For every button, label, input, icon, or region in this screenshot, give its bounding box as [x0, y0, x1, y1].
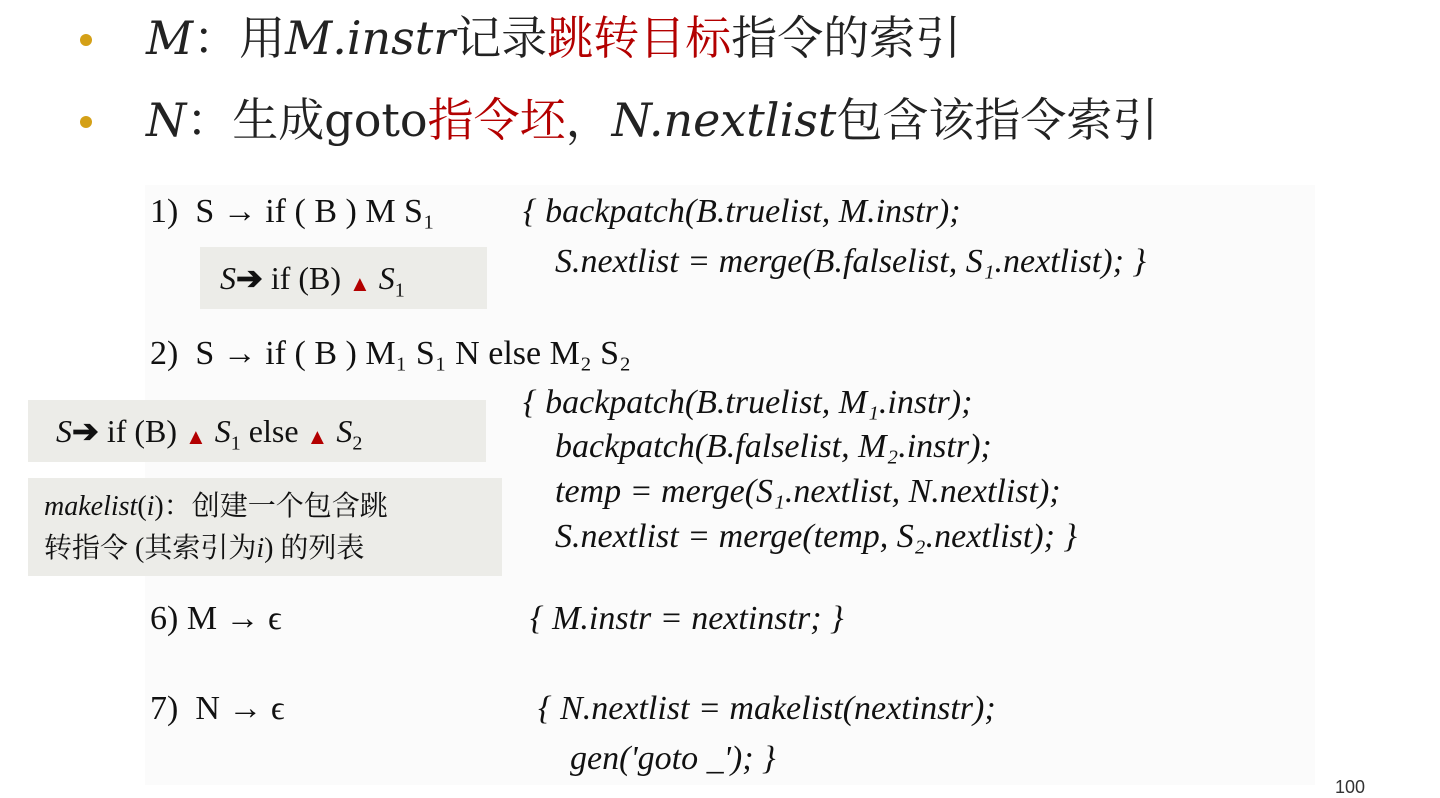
highlight-jump-target: 跳转目标: [547, 11, 732, 65]
bullet-n-text: N：生成goto指令坯，N.nextlist包含该指令索引: [146, 93, 1159, 147]
rule-2-action-1: { backpatch(B.truelist, M₁.instr);: [523, 384, 973, 421]
bullet-m: [80, 8, 1280, 68]
makelist-line-2: 转指令 (其索引为i) 的列表: [44, 533, 365, 564]
makelist-line-1: makelist(i)：创建一个包含跳: [44, 491, 388, 522]
arrow-icon: ➔: [236, 260, 263, 296]
rule-7-production: 7) N → ϵ: [150, 690, 285, 727]
rule-2-action-2: backpatch(B.falselist, M₂.instr);: [555, 428, 992, 465]
page-number: 100: [1334, 777, 1365, 797]
callout-rule-2: S➔ if (B) ▲ $S_1$ else ▲ $S_2$: [28, 400, 486, 462]
rule-6-production: 6) M → ϵ: [150, 600, 282, 637]
triangle-marker-icon: ▲: [185, 424, 207, 449]
bullet-dot-icon: [80, 116, 92, 128]
triangle-marker-icon: ▲: [349, 271, 371, 296]
rule-1-production: 1) S → if ( B ) M S₁: [150, 193, 435, 230]
bullet-n: [80, 90, 1340, 150]
rule-2-production: 2) S → if ( B ) M₁ S₁ N else M₂ S₂: [150, 335, 631, 372]
callout-makelist: [28, 478, 502, 576]
callout-rule-1: S➔ if (B) ▲ $S_1$: [200, 247, 487, 309]
bullet-dot-icon: [80, 34, 92, 46]
rule-1-action-2: S.nextlist = merge(B.falselist, S₁.nextlist); }: [555, 243, 1146, 280]
arrow-icon: ➔: [72, 413, 99, 449]
triangle-marker-icon: ▲: [306, 424, 329, 449]
rule-2-action-4: S.nextlist = merge(temp, S₂.nextlist); }: [555, 518, 1078, 555]
rule-7-action-2: gen('goto _'); }: [570, 740, 776, 777]
rule-7-action-1: { N.nextlist = makelist(nextinstr);: [538, 690, 996, 727]
rule-1-action-1: { backpatch(B.truelist, M.instr);: [523, 193, 961, 230]
rule-2-action-3: temp = merge(S₁.nextlist, N.nextlist);: [555, 473, 1061, 510]
highlight-instruction-stub: 指令坯: [427, 93, 566, 147]
bullet-m-text: M：用M.instr记录跳转目标指令的索引: [146, 11, 962, 65]
rule-6-action-1: { M.instr = nextinstr; }: [530, 600, 844, 637]
